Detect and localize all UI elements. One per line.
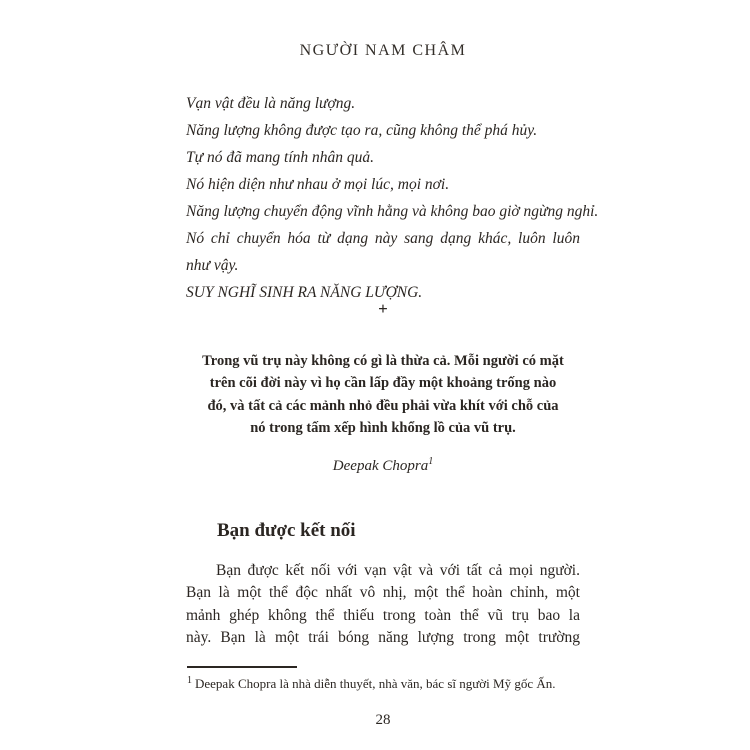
attribution-name: Deepak Chopra bbox=[332, 458, 429, 474]
quote-line: Trong vũ trụ này không có gì là thừa cả. Mỗi người có mặt bbox=[202, 353, 564, 369]
body-paragraph bbox=[186, 560, 580, 650]
footnote-divider bbox=[187, 666, 297, 668]
quote-line: nó trong tấm xếp hình khổng lồ của vũ trụ. bbox=[250, 420, 516, 437]
quote-line: trên cõi đời này vì họ cần lấp đầy một khoảng trống nào bbox=[209, 375, 557, 392]
epigraph-line: Nó chỉ chuyển hóa từ dạng này sang dạng khác, luôn luôn bbox=[186, 230, 580, 247]
plus-divider: + bbox=[378, 299, 388, 318]
section-heading: Bạn được kết nối bbox=[217, 520, 356, 541]
footnote-text: Deepak Chopra là nhà diễn thuyết, nhà văn, bác sĩ người Mỹ gốc Ấn. bbox=[195, 676, 556, 691]
epigraph-line: Nó hiện diện như nhau ở mọi lúc, mọi nơi. bbox=[186, 176, 450, 193]
page-number: 28 bbox=[375, 712, 391, 728]
body-line: mảnh ghép không thể thiếu trong toàn thể vũ trụ bao la bbox=[186, 606, 580, 624]
epigraph-line: Năng lượng chuyển động vĩnh hằng và không bao giờ ngừng nghỉ. bbox=[186, 203, 599, 220]
body-line: Bạn là một thể độc nhất vô nhị, một thể hoàn chỉnh, một bbox=[186, 584, 580, 602]
epigraph-line: Vạn vật đều là năng lượng. bbox=[186, 95, 356, 112]
quote-attribution bbox=[186, 458, 580, 475]
body-line: Bạn được kết nối với vạn vật và với tất cả mọi người. bbox=[216, 562, 580, 579]
epigraph-block bbox=[186, 90, 599, 306]
footnote-marker: 1 bbox=[187, 674, 192, 686]
quote-block bbox=[186, 350, 580, 440]
body-line: này. Bạn là một trái bóng năng lượng trong một trường bbox=[186, 629, 580, 647]
footnote bbox=[187, 676, 597, 692]
running-header: NGƯỜI NAM CHÂM bbox=[299, 42, 467, 59]
epigraph-line: SUY NGHĨ SINH RA NĂNG LƯỢNG. bbox=[186, 284, 423, 301]
epigraph-line: như vậy. bbox=[186, 257, 239, 274]
quote-line: đó, và tất cả các mảnh nhỏ đều phải vừa khít với chỗ của bbox=[207, 397, 559, 414]
footnote-reference: 1 bbox=[428, 456, 434, 467]
epigraph-line: Tự nó đã mang tính nhân quả. bbox=[186, 149, 375, 166]
epigraph-line: Năng lượng không được tạo ra, cũng không thể phá hủy. bbox=[186, 122, 538, 139]
